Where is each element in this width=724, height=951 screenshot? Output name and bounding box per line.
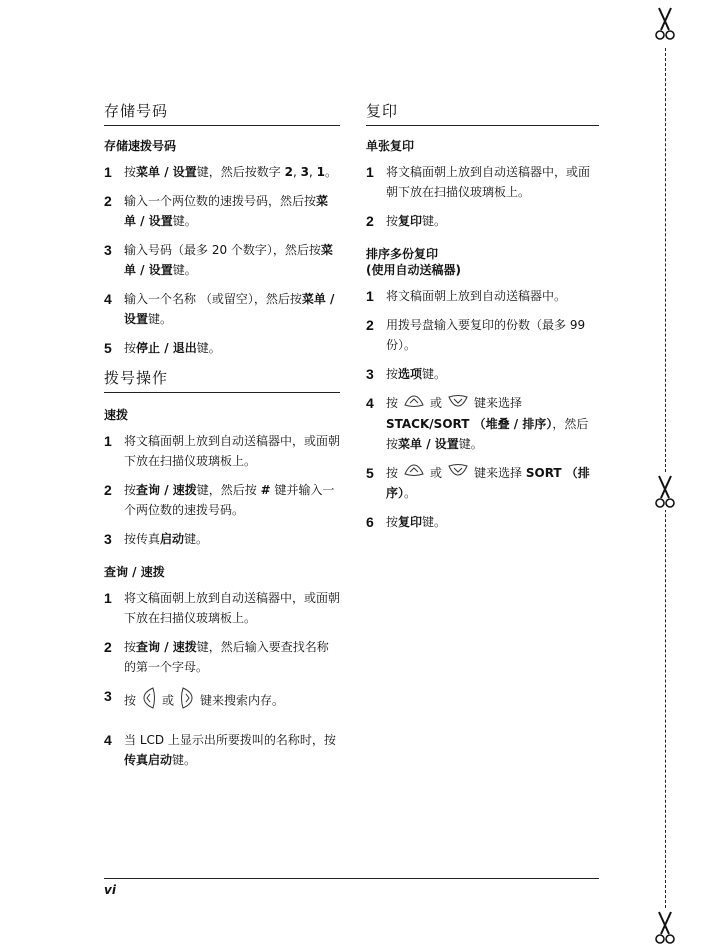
step-text: 当 LCD 上显示出所要拨叫的名称时，按传真启动键。 [124, 733, 336, 767]
step-item [366, 162, 599, 202]
step-text: 将文稿面朝上放到自动送稿器中。 [386, 289, 567, 303]
step-number: 2 [104, 193, 112, 209]
step-number: 2 [104, 639, 112, 655]
step-text: 用拨号盘输入要复印的份数（最多 99 份）。 [386, 318, 586, 352]
step-text: 将文稿面朝上放到自动送稿器中，或面朝下放在扫描仪玻璃板上。 [386, 165, 591, 199]
right-arrow-key-icon [179, 686, 195, 716]
step-number: 1 [104, 433, 112, 449]
step-text: 按菜单 / 设置键，然后按数字 2, 3, 1。 [124, 165, 337, 179]
step-number: 1 [366, 288, 374, 304]
down-arrow-key-icon [447, 394, 469, 414]
step-number: 1 [104, 590, 112, 606]
step-number: 3 [104, 242, 112, 258]
subsection-title-sorted-copies [366, 246, 599, 278]
step-item [104, 431, 340, 471]
step-text: 输入一个两位数的速拨号码，然后按菜单 / 设置键。 [124, 194, 329, 228]
step-text: 输入号码（最多 20 个数字），然后按菜单 / 设置键。 [124, 243, 333, 277]
step-text: 按停止 / 退出键。 [124, 341, 221, 355]
page-number: vi [104, 883, 116, 897]
subsection-title-single-copy: 单张复印 [366, 139, 415, 153]
step-item [104, 637, 340, 677]
step-item [366, 211, 599, 231]
step-text: 按 或 键来选择 STACK/SORT （堆叠 / 排序），然后按菜单 / 设置键。 [386, 393, 599, 454]
left-arrow-key-icon [141, 686, 157, 716]
subsection-title-line: (使用自动送稿器) [366, 263, 461, 277]
step-number: 3 [104, 688, 112, 704]
step-item [366, 463, 599, 504]
step-number: 6 [366, 514, 374, 530]
step-number: 4 [104, 732, 112, 748]
step-item [366, 512, 599, 532]
step-item [104, 529, 340, 549]
step-item [366, 393, 599, 454]
step-text: 按 或 键来选择 SORT （排序）。 [386, 463, 599, 504]
right-column [366, 100, 599, 541]
step-text: 按查询 / 速拨键，然后输入要查找名称的第一个字母。 [124, 640, 329, 674]
step-item [104, 480, 340, 520]
step-text: 按选项键。 [386, 367, 447, 381]
step-text: 按查询 / 速拨键，然后按 # 键并输入一个两位数的速拨号码。 [124, 483, 335, 517]
subsection-title-speed-dial: 速拨 [104, 408, 129, 422]
step-text: 将文稿面朝上放到自动送稿器中，或面朝下放在扫描仪玻璃板上。 [124, 591, 341, 625]
scissors-icon [653, 6, 677, 42]
step-number: 5 [104, 340, 112, 356]
step-item [366, 315, 599, 355]
down-arrow-key-icon [447, 463, 469, 483]
step-number: 5 [366, 464, 374, 481]
step-number: 1 [366, 164, 374, 180]
step-item [104, 289, 340, 329]
step-number: 3 [366, 366, 374, 382]
section-title-store-numbers: 存储号码 [104, 100, 340, 126]
step-number: 2 [366, 213, 374, 229]
step-number: 1 [104, 164, 112, 180]
up-arrow-key-icon [403, 394, 425, 414]
step-item [366, 286, 599, 306]
step-number: 2 [104, 482, 112, 498]
step-text: 按传真启动键。 [124, 532, 209, 546]
step-text: 将文稿面朝上放到自动送稿器中，或面朝下放在扫描仪玻璃板上。 [124, 434, 341, 468]
step-item [104, 730, 340, 770]
step-text: 输入一个名称 （或留空），然后按菜单 / 设置键。 [124, 292, 335, 326]
step-text: 按复印键。 [386, 214, 447, 228]
step-number: 4 [366, 395, 374, 411]
section-title-copy: 复印 [366, 100, 599, 126]
left-column [104, 100, 340, 779]
step-text: 按 或 键来搜索内存。 [124, 686, 340, 716]
step-item [104, 240, 340, 280]
step-number: 4 [104, 291, 112, 307]
step-number: 2 [366, 317, 374, 333]
step-item [366, 364, 599, 384]
step-item [104, 686, 340, 716]
scissors-icon [653, 910, 677, 946]
scissors-icon [653, 474, 677, 510]
subsection-title-store-speed-dial: 存储速拨号码 [104, 139, 177, 153]
step-item [104, 191, 340, 231]
up-arrow-key-icon [403, 463, 425, 483]
step-item [104, 338, 340, 358]
footer-rule [104, 878, 599, 879]
step-item [104, 162, 340, 182]
step-text: 按复印键。 [386, 515, 447, 529]
subsection-title-line: 排序多份复印 [366, 247, 439, 261]
section-title-dialing: 拨号操作 [104, 367, 340, 393]
step-item [104, 588, 340, 628]
subsection-title-search-speed-dial: 查询 / 速拨 [104, 565, 165, 579]
step-number: 3 [104, 531, 112, 547]
